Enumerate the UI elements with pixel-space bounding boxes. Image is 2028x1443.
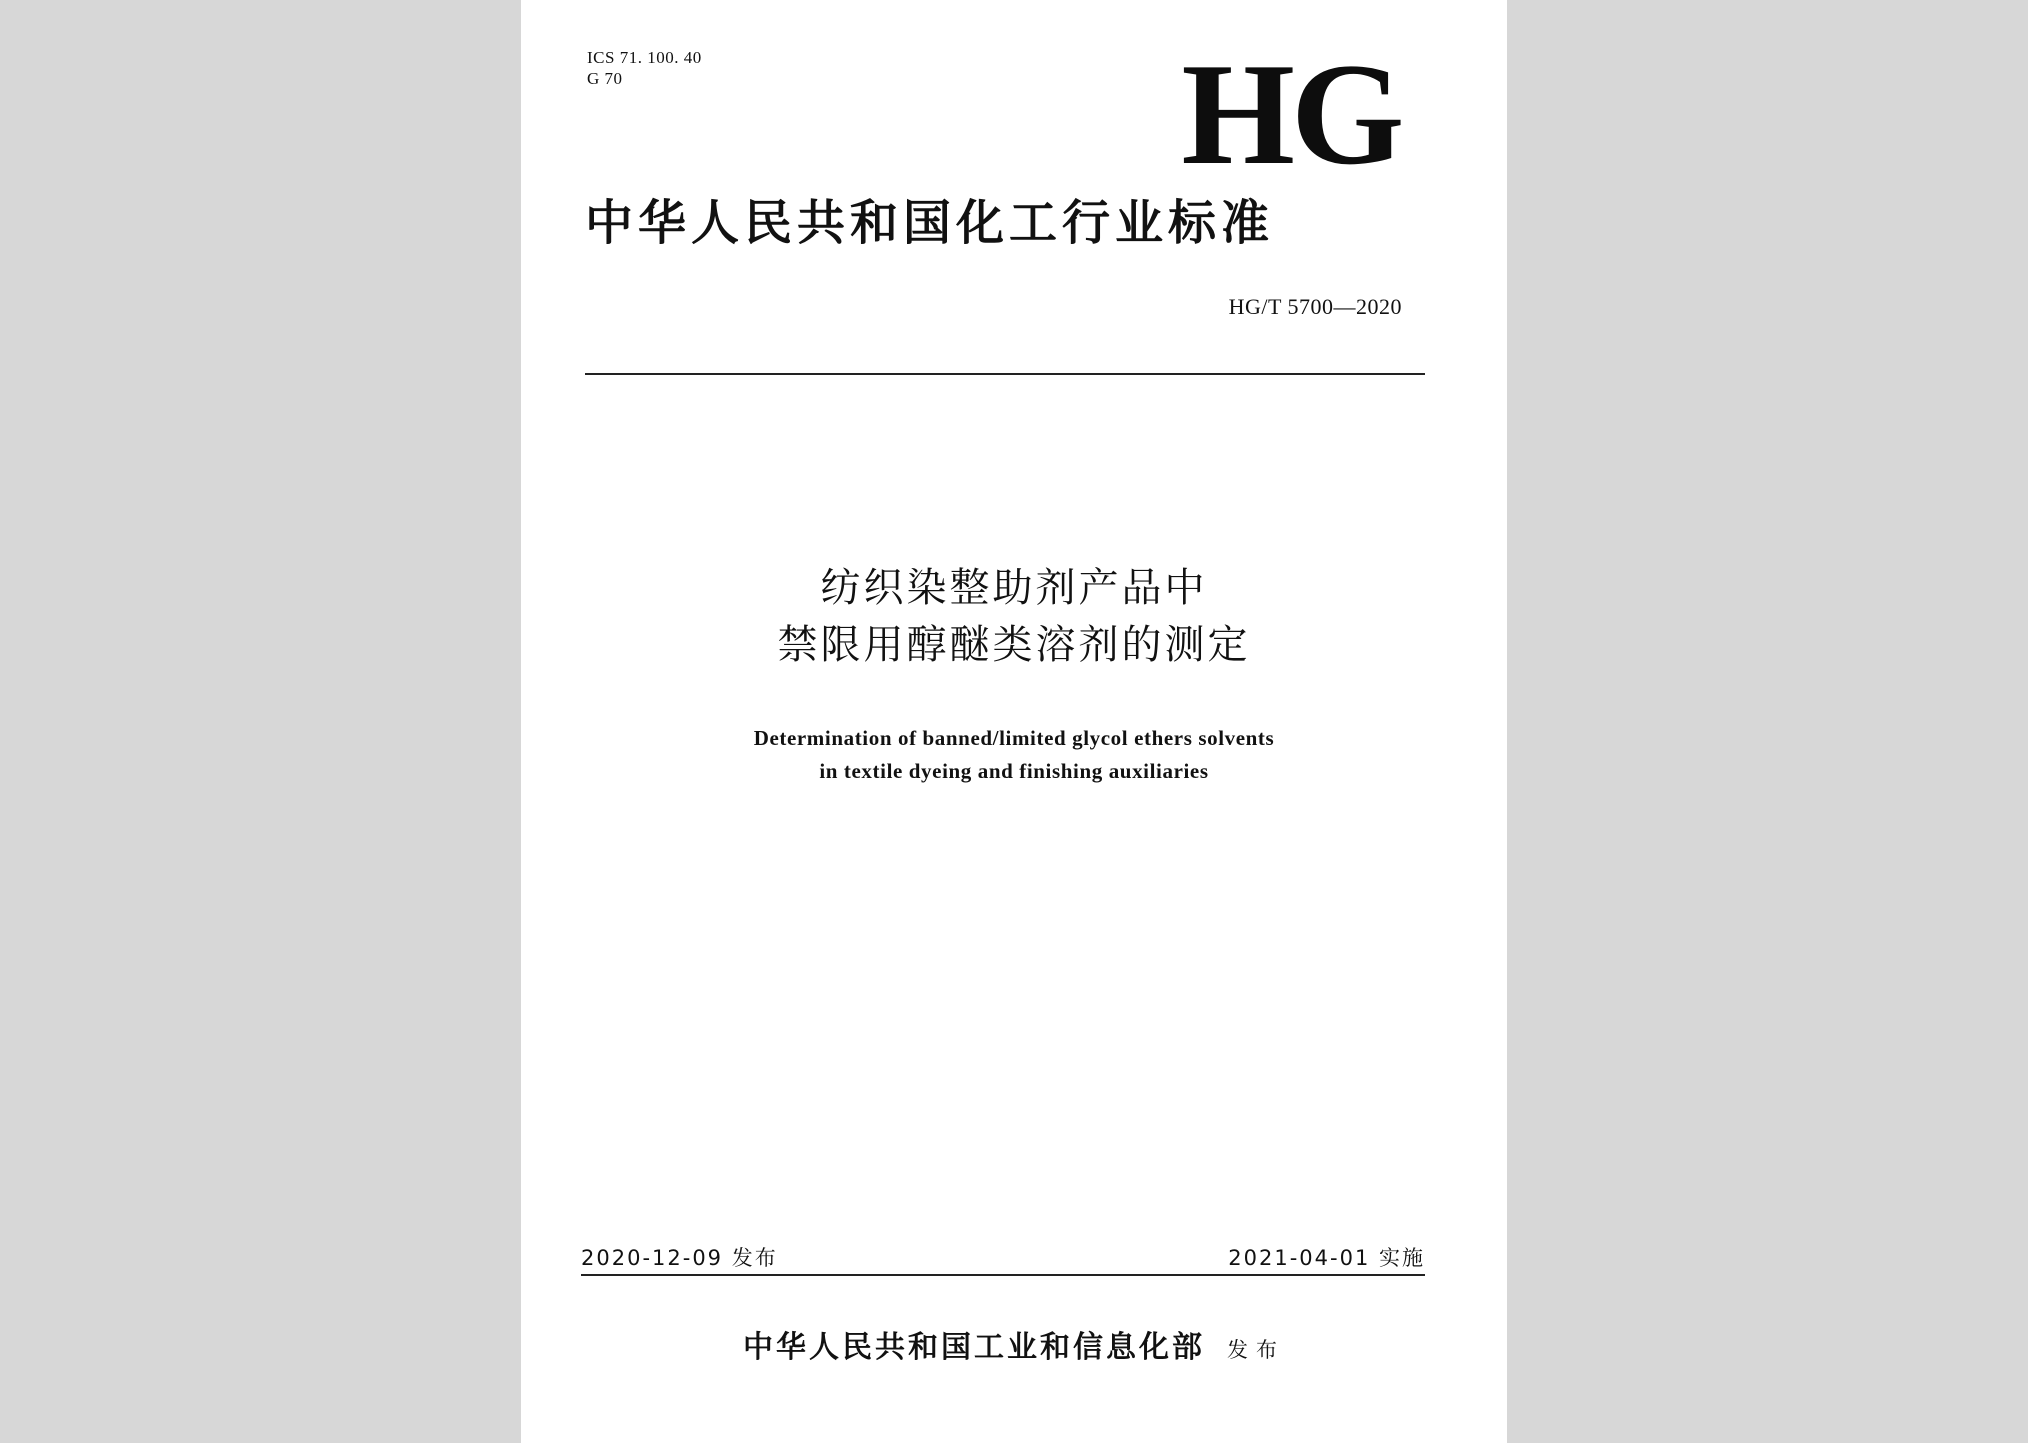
- chinese-title-line-1: 纺织染整助剂产品中: [820, 565, 1208, 611]
- english-title: [521, 722, 1507, 788]
- hg-logo: HG: [1181, 33, 1401, 195]
- class-code: G 70: [587, 69, 623, 88]
- document-cover-page: [521, 0, 1507, 1443]
- english-title-line-1: Determination of banned/limited glycol ethers solvents: [753, 726, 1275, 750]
- ics-code: ICS 71. 100. 40: [587, 48, 702, 67]
- implementation-date: 2021-04-01 实施: [1228, 1246, 1425, 1270]
- chinese-title-line-2: 禁限用醇醚类溶剂的测定: [777, 622, 1251, 668]
- english-title-line-2: in textile dyeing and finishing auxiliaries: [819, 759, 1209, 783]
- publisher-line: [521, 1322, 1507, 1366]
- classification-codes: [587, 47, 702, 89]
- standard-number: HG/T 5700—2020: [1228, 294, 1402, 319]
- publish-label: 发布: [1227, 1338, 1285, 1362]
- footer-divider: [581, 1274, 1425, 1276]
- date-row: [581, 1244, 1425, 1274]
- chinese-title: [521, 560, 1507, 674]
- issue-date: 2020-12-09 发布: [581, 1246, 778, 1270]
- header-divider: [585, 373, 1425, 375]
- standard-category-title: 中华人民共和国化工行业标准: [585, 195, 1275, 251]
- publisher-name: 中华人民共和国工业和信息化部: [743, 1330, 1205, 1365]
